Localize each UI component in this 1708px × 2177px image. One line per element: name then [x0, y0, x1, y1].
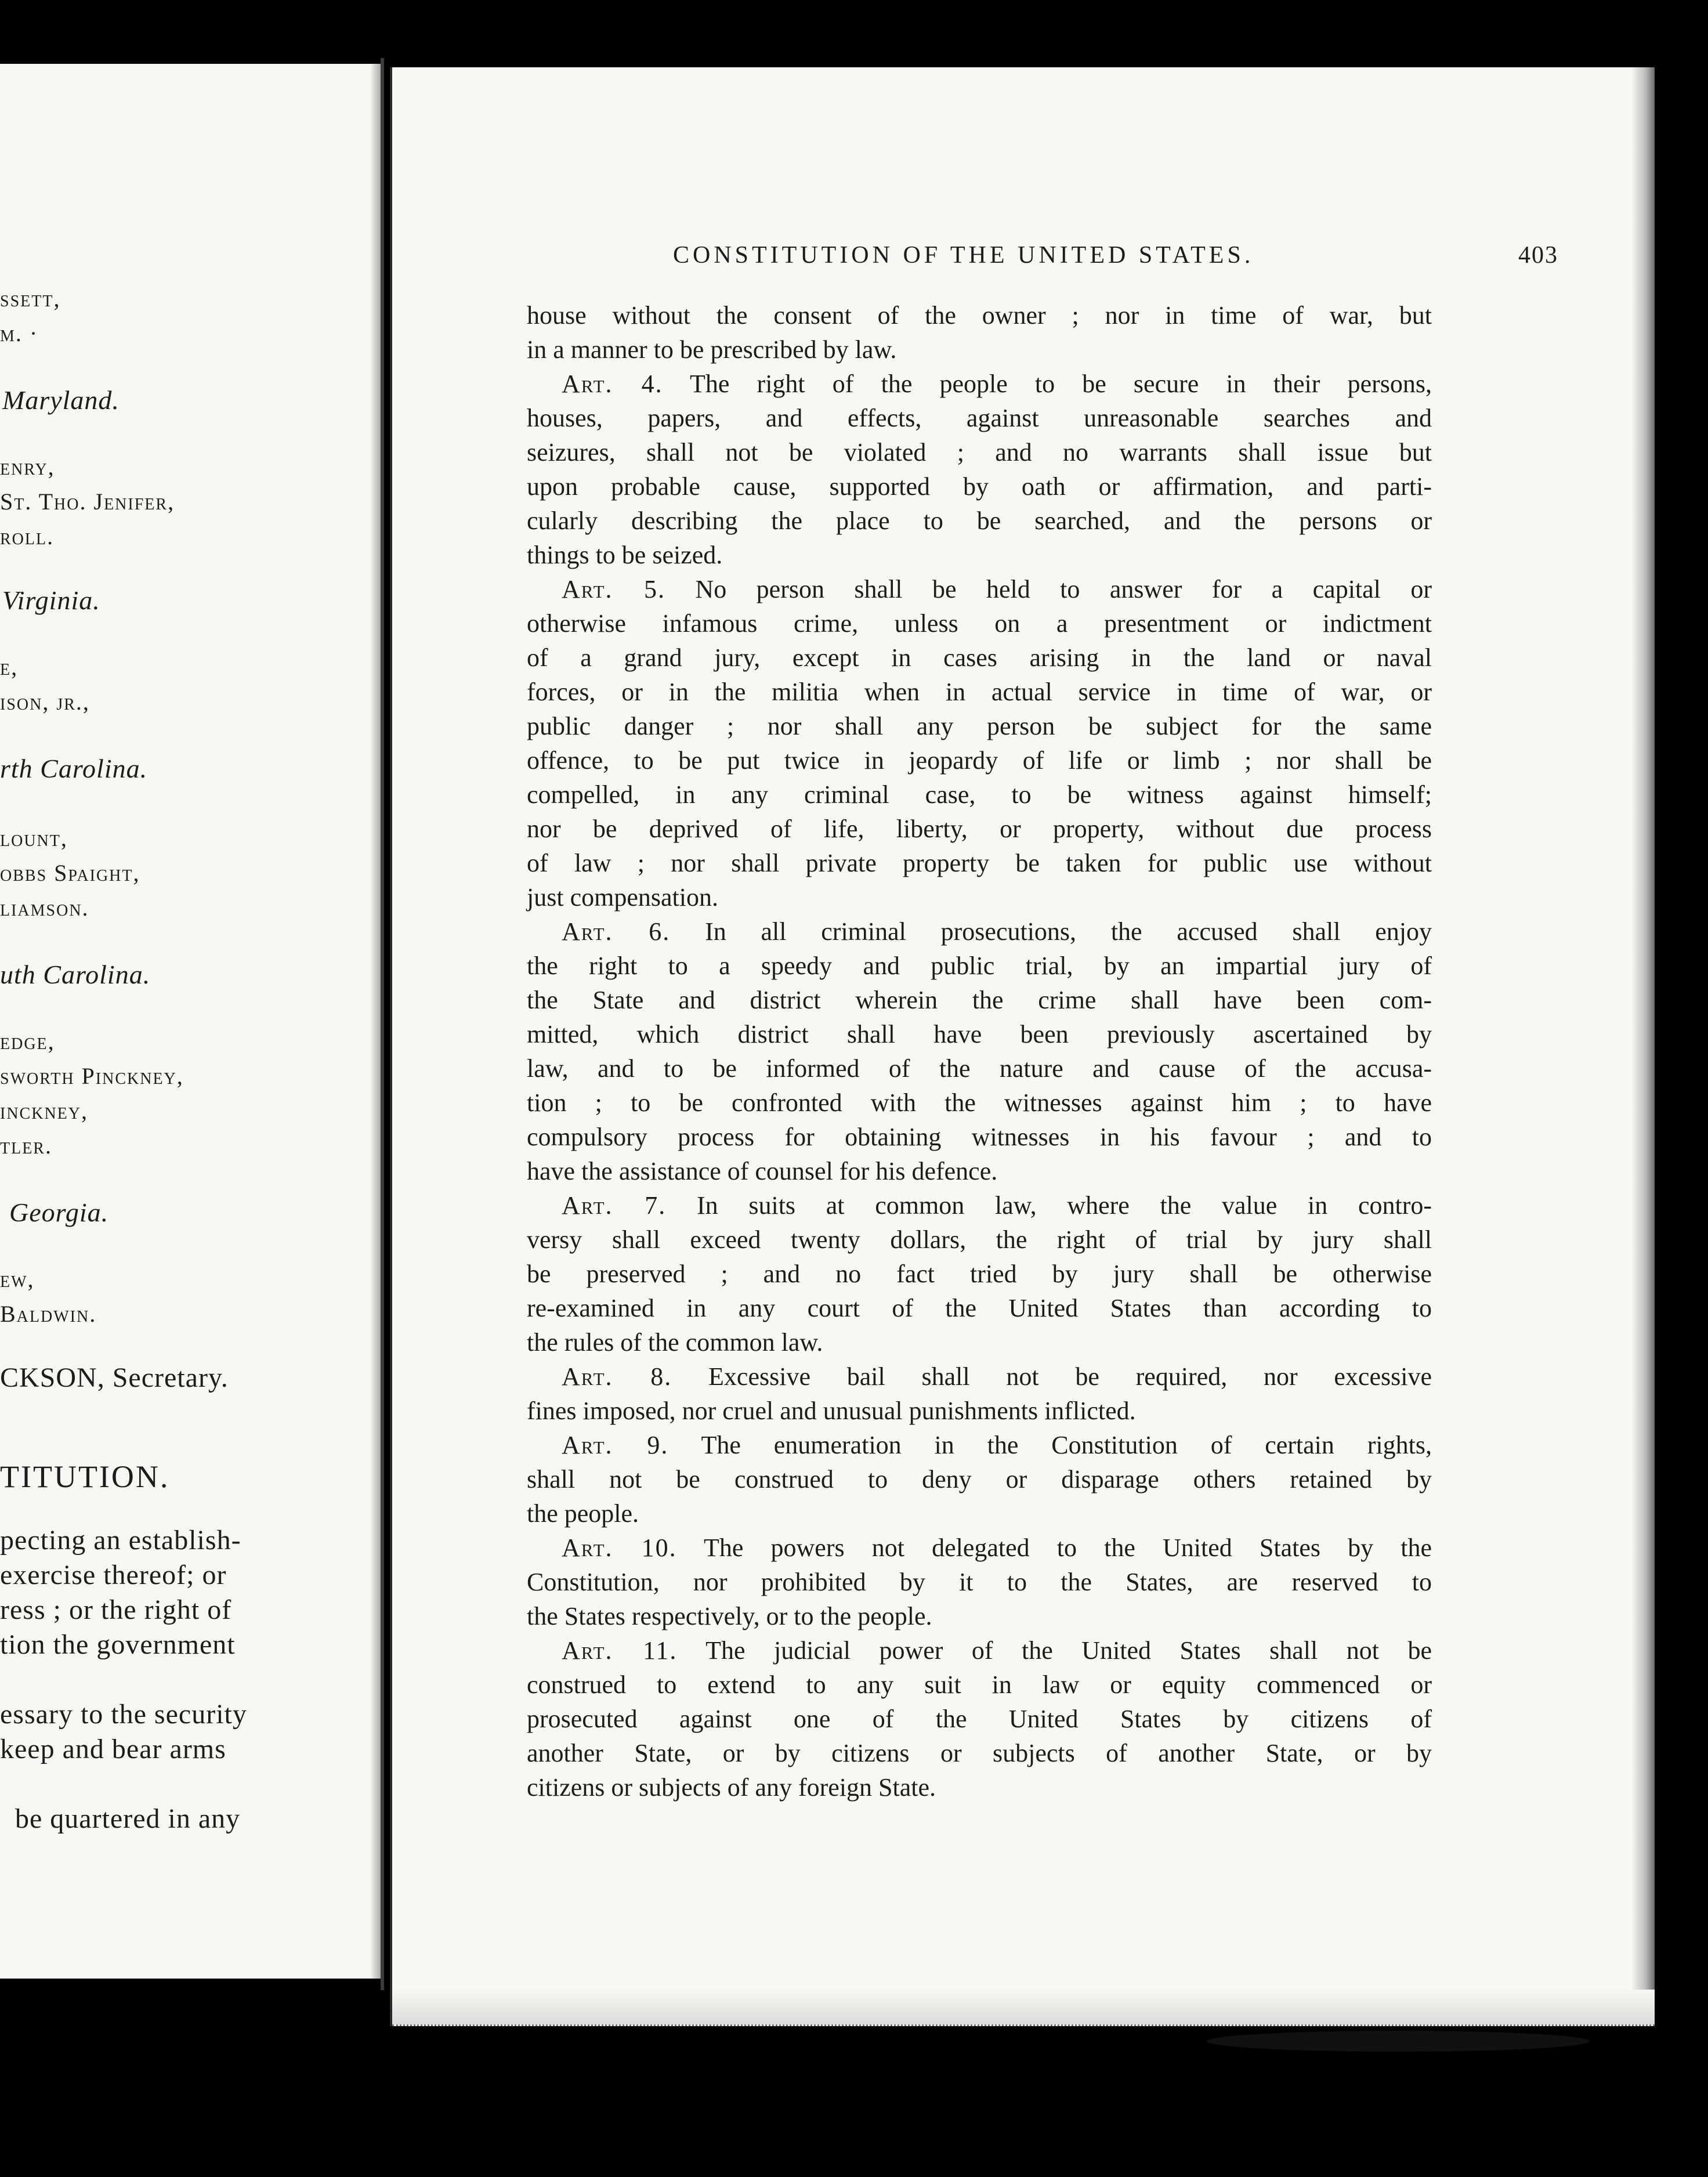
text-line: [527, 1291, 1432, 1325]
left-page-line: TITUTION.: [0, 1459, 170, 1494]
text-line: [527, 778, 1432, 812]
text-line: [527, 1462, 1432, 1496]
line-text: The right of the people to be secure in their persons,: [663, 370, 1432, 398]
line-text: the rules of the common law.: [527, 1328, 823, 1357]
text-line: [527, 880, 1432, 914]
left-page-line: Maryland.: [2, 385, 120, 415]
text-line: [527, 538, 1432, 572]
text-line: [527, 332, 1432, 367]
text-line: [527, 1668, 1432, 1702]
left-page-line: ssett,: [0, 285, 61, 312]
line-text: shall not be construed to deny or disparage others retained by: [527, 1465, 1432, 1493]
line-text: forces, or in the militia when in actual service in time of war, or: [527, 678, 1432, 706]
text-line: [527, 709, 1432, 743]
text-line: [527, 1257, 1432, 1291]
line-text: upon probable cause, supported by oath or affirmation, and parti-: [527, 472, 1432, 501]
text-line: [527, 298, 1432, 332]
article-first-line: [527, 1359, 1432, 1394]
line-text: of a grand jury, except in cases arising in the land or naval: [527, 643, 1432, 672]
left-page-line: Georgia.: [9, 1198, 109, 1227]
article-first-line: [527, 1188, 1432, 1223]
left-page-line: keep and bear arms: [0, 1734, 226, 1764]
line-text: the State and district wherein the crime shall have been com-: [527, 986, 1432, 1014]
text-line: [527, 641, 1432, 675]
text-line: [527, 1086, 1432, 1120]
page-curl-shadow: [1207, 2031, 1590, 2052]
line-text: construed to extend to any suit in law or equity commenced or: [527, 1670, 1432, 1699]
right-page: [390, 67, 1655, 2026]
text-line: [527, 1017, 1432, 1051]
text-line: [527, 401, 1432, 435]
line-text: mitted, which district shall have been previously ascertained by: [527, 1020, 1432, 1048]
line-text: offence, to be put twice in jeopardy of life or limb ; nor shall be: [527, 746, 1432, 775]
left-page-line: uth Carolina.: [0, 960, 151, 989]
book-spine: [381, 58, 384, 1990]
line-text: tion ; to be confronted with the witnesses against him ; to have: [527, 1088, 1432, 1117]
text-line: [527, 983, 1432, 1017]
page-edge-shadow: [1631, 67, 1655, 2026]
left-page-line: obbs Spaight,: [0, 860, 140, 886]
line-text: nor be deprived of life, liberty, or property, without due process: [527, 815, 1432, 843]
text-line: [527, 504, 1432, 538]
line-text: compelled, in any criminal case, to be witness against himself;: [527, 780, 1432, 809]
left-page-line: ress ; or the right of: [0, 1594, 232, 1625]
text-line: [527, 1599, 1432, 1633]
text-line: [527, 812, 1432, 846]
line-text: The judicial power of the United States shall not be: [677, 1636, 1432, 1665]
line-text: fines imposed, nor cruel and unusual punishments inflicted.: [527, 1397, 1136, 1425]
article-label: Art. 10.: [562, 1534, 677, 1562]
line-text: In suits at common law, where the value in contro-: [666, 1191, 1432, 1220]
left-page-line: ew,: [0, 1266, 35, 1292]
text-line: [527, 435, 1432, 469]
article-first-line: [527, 1531, 1432, 1565]
text-line: [527, 1736, 1432, 1770]
left-page-line: rth Carolina.: [0, 754, 148, 783]
article-first-line: [527, 572, 1432, 606]
text-line: [527, 606, 1432, 641]
left-page-line: exercise thereof; or: [0, 1560, 227, 1590]
line-text: be preserved ; and no fact tried by jury shall be otherwise: [527, 1260, 1432, 1288]
left-page-line: inckney,: [0, 1098, 88, 1124]
article-first-line: [527, 367, 1432, 401]
text-line: [527, 949, 1432, 983]
left-page-line: Baldwin.: [0, 1301, 97, 1327]
line-text: of law ; nor shall private property be taken for public use without: [527, 849, 1432, 877]
text-line: [527, 1223, 1432, 1257]
text-line: [527, 743, 1432, 778]
text-line: [527, 1051, 1432, 1086]
article-label: Art. 9.: [562, 1431, 669, 1459]
left-page-line: CKSON, Secretary.: [0, 1362, 229, 1393]
text-line: [527, 1120, 1432, 1154]
line-text: the right to a speedy and public trial, by an impartial jury of: [527, 952, 1432, 980]
text-line: [527, 1496, 1432, 1531]
line-text: house without the consent of the owner ; nor in time of war, but: [527, 301, 1432, 330]
left-page-line: Virginia.: [2, 585, 100, 615]
line-text: have the assistance of counsel for his defence.: [527, 1157, 998, 1185]
left-page-line: sworth Pinckney,: [0, 1063, 184, 1089]
line-text: the people.: [527, 1499, 639, 1528]
left-page-line: pecting an establish-: [0, 1525, 241, 1556]
line-text: things to be seized.: [527, 541, 723, 569]
line-text: Excessive bail shall not be required, nor excessive: [672, 1362, 1432, 1391]
left-page-line: St. Tho. Jenifer,: [0, 489, 175, 515]
left-page-line: liamson.: [0, 895, 89, 921]
body-text: [527, 298, 1432, 1804]
text-line: [527, 469, 1432, 504]
left-page-line: tler.: [0, 1133, 52, 1159]
article-label: Art. 6.: [562, 917, 671, 946]
line-text: houses, papers, and effects, against unreasonable searches and: [527, 404, 1432, 432]
line-text: citizens or subjects of any foreign State.: [527, 1773, 936, 1802]
line-text: otherwise infamous crime, unless on a presentment or indictment: [527, 609, 1432, 638]
left-page-line: m. ·: [0, 320, 39, 346]
line-text: cularly describing the place to be searched, and the persons or: [527, 507, 1432, 535]
text-line: [527, 675, 1432, 709]
left-page-line: enry,: [0, 454, 55, 480]
text-line: [527, 1702, 1432, 1736]
text-line: [527, 1565, 1432, 1599]
article-label: Art. 8.: [562, 1362, 672, 1391]
left-page-line: lount,: [0, 825, 68, 851]
line-text: In all criminal prosecutions, the accused shall enjoy: [670, 917, 1432, 946]
line-text: public danger ; nor shall any person be subject for the same: [527, 712, 1432, 740]
article-label: Art. 7.: [562, 1191, 667, 1220]
page-header: [673, 241, 1558, 282]
page-number: 403: [1518, 242, 1558, 269]
line-text: re-examined in any court of the United States than according to: [527, 1294, 1432, 1322]
text-line: [527, 1154, 1432, 1188]
left-page-line: roll.: [0, 523, 55, 549]
article-first-line: [527, 1633, 1432, 1668]
line-text: in a manner to be prescribed by law.: [527, 335, 897, 364]
left-page-line: essary to the security: [0, 1699, 247, 1730]
line-text: Constitution, nor prohibited by it to the States, are reserved to: [527, 1568, 1432, 1596]
line-text: law, and to be informed of the nature and cause of the accusa-: [527, 1054, 1432, 1083]
text-line: [527, 1394, 1432, 1428]
line-text: another State, or by citizens or subjects of another State, or by: [527, 1739, 1432, 1767]
text-line: [527, 1325, 1432, 1359]
article-first-line: [527, 914, 1432, 949]
left-page-line: ison, jr.,: [0, 689, 90, 715]
left-page-line: be quartered in any: [15, 1803, 241, 1834]
left-page-line: e,: [0, 654, 19, 680]
text-line: [527, 1770, 1432, 1804]
line-text: No person shall be held to answer for a capital or: [665, 575, 1432, 603]
line-text: The enumeration in the Constitution of certain rights,: [668, 1431, 1432, 1459]
line-text: The powers not delegated to the United States by the: [676, 1534, 1432, 1562]
line-text: just compensation.: [527, 883, 718, 912]
article-label: Art. 5.: [562, 575, 665, 603]
article-label: Art. 4.: [562, 370, 663, 398]
left-page-line: edge,: [0, 1028, 55, 1054]
article-first-line: [527, 1428, 1432, 1462]
page-bottom-edge: [392, 1990, 1655, 2026]
line-text: compulsory process for obtaining witnesses in his favour ; and to: [527, 1123, 1432, 1151]
article-label: Art. 11.: [562, 1636, 678, 1665]
line-text: seizures, shall not be violated ; and no warrants shall issue but: [527, 438, 1432, 466]
left-page: [0, 64, 383, 1979]
line-text: prosecuted against one of the United States by citizens of: [527, 1705, 1432, 1733]
line-text: versy shall exceed twenty dollars, the right of trial by jury shall: [527, 1225, 1432, 1254]
line-text: the States respectively, or to the people.: [527, 1602, 932, 1630]
text-line: [527, 846, 1432, 880]
running-title: CONSTITUTION OF THE UNITED STATES.: [673, 242, 1254, 269]
left-page-line: tion the government: [0, 1629, 236, 1660]
